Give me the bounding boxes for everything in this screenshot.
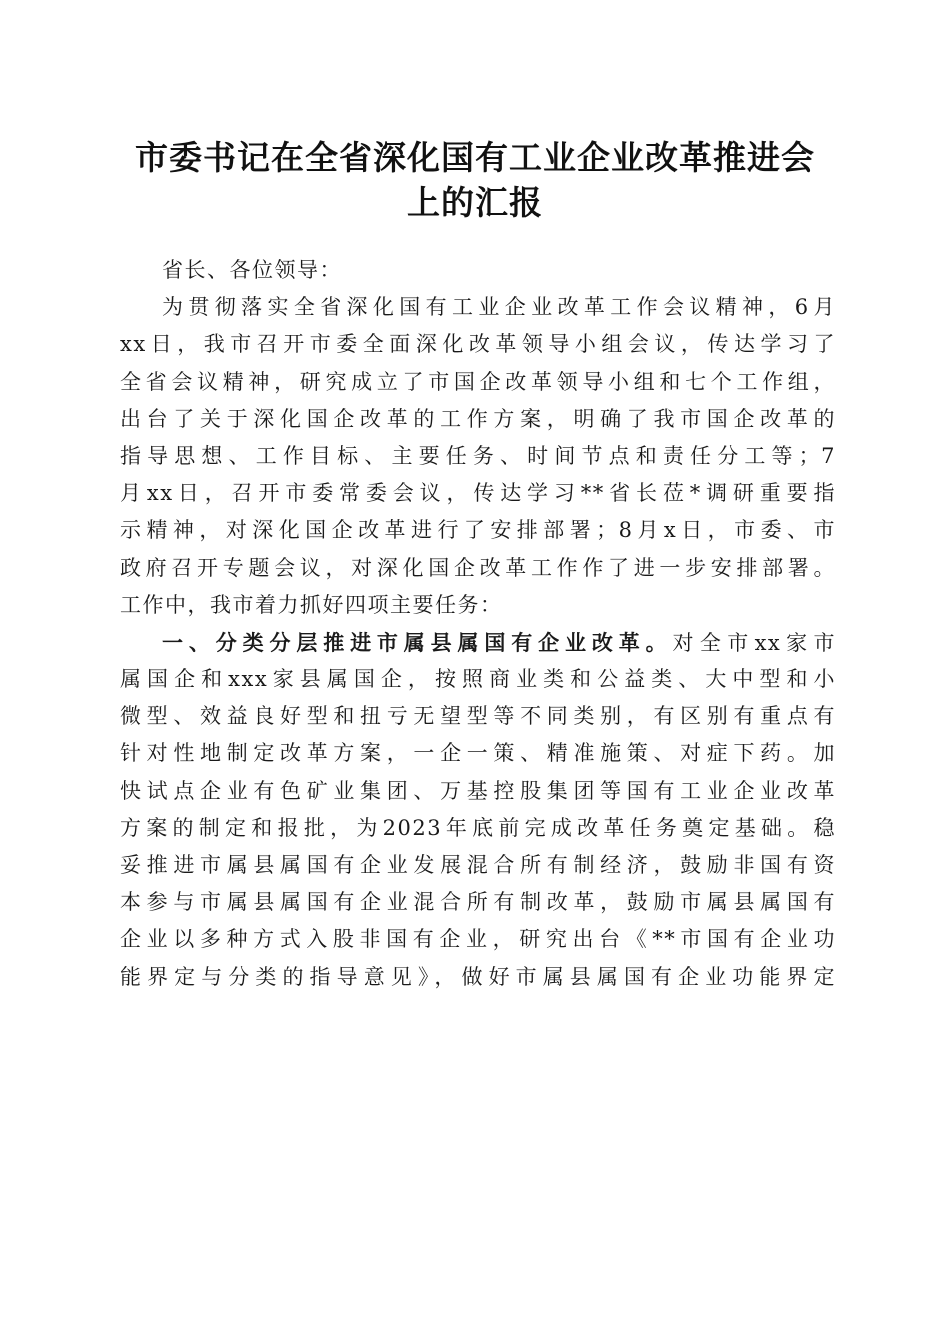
paragraph-1-line: 出台了关于深化国企改革的工作方案，明确了我市国企改革的	[120, 406, 836, 431]
section-1-line: 属国企和xxx家县属国企，按照商业类和公益类、大中型和小	[120, 667, 836, 692]
section-1-line: 能界定与分类的指导意见》，做好市属县属国有企业功能界定	[120, 964, 836, 989]
document-body	[120, 252, 836, 996]
section-1-line: 微型、效益良好型和扭亏无望型等不同类别，有区别有重点有	[120, 704, 836, 729]
paragraph-1-line: xx日，我市召开市委全面深化改革领导小组会议，传达学习了	[120, 332, 836, 357]
section-1-line: 针对性地制定改革方案，一企一策、精准施策、对症下药。加	[120, 741, 836, 766]
paragraph-1-line: 示精神，对深化国企改革进行了安排部署；8月x日，市委、市	[120, 518, 836, 543]
salutation: 省长、各位领导：	[162, 258, 342, 282]
section-1-line: 方案的制定和报批，为2023年底前完成改革任务奠定基础。稳	[120, 815, 836, 840]
section-1-first-line	[120, 624, 836, 661]
document-title	[110, 135, 840, 225]
title-line-2: 上的汇报	[407, 183, 543, 222]
paragraph-1-line: 月xx日，召开市委常委会议，传达学习**省长莅*调研重要指	[120, 481, 836, 506]
paragraph-1-line: 指导思想、工作目标、主要任务、时间节点和责任分工等；7	[120, 443, 836, 468]
paragraph-1-line: 为贯彻落实全省深化国有工业企业改革工作会议精神，6月	[162, 295, 836, 320]
section-1-line: 快试点企业有色矿业集团、万基控股集团等国有工业企业改革	[120, 778, 836, 803]
title-line-1: 市委书记在全省深化国有工业企业改革推进会	[135, 138, 815, 177]
section-1-line: 妥推进市属县属国有企业发展混合所有制经济，鼓励非国有资	[120, 853, 836, 877]
section-1-line: 企业以多种方式入股非国有企业，研究出台《**市国有企业功	[120, 927, 836, 952]
paragraph-1-line: 工作中，我市着力抓好四项主要任务：	[120, 592, 503, 617]
paragraph-1-line: 政府召开专题会议，对深化国企改革工作作了进一步安排部署。	[120, 555, 836, 580]
section-1-line: 本参与市属县属国有企业混合所有制改革，鼓励市属县属国有	[120, 890, 836, 915]
section-1-heading: 一、分类分层推进市属县属国有企业改革。	[162, 629, 673, 655]
section-1-lead: 对全市xx家市	[672, 630, 837, 655]
paragraph-1-line: 全省会议精神，研究成立了市国企改革领导小组和七个工作组，	[120, 369, 836, 394]
